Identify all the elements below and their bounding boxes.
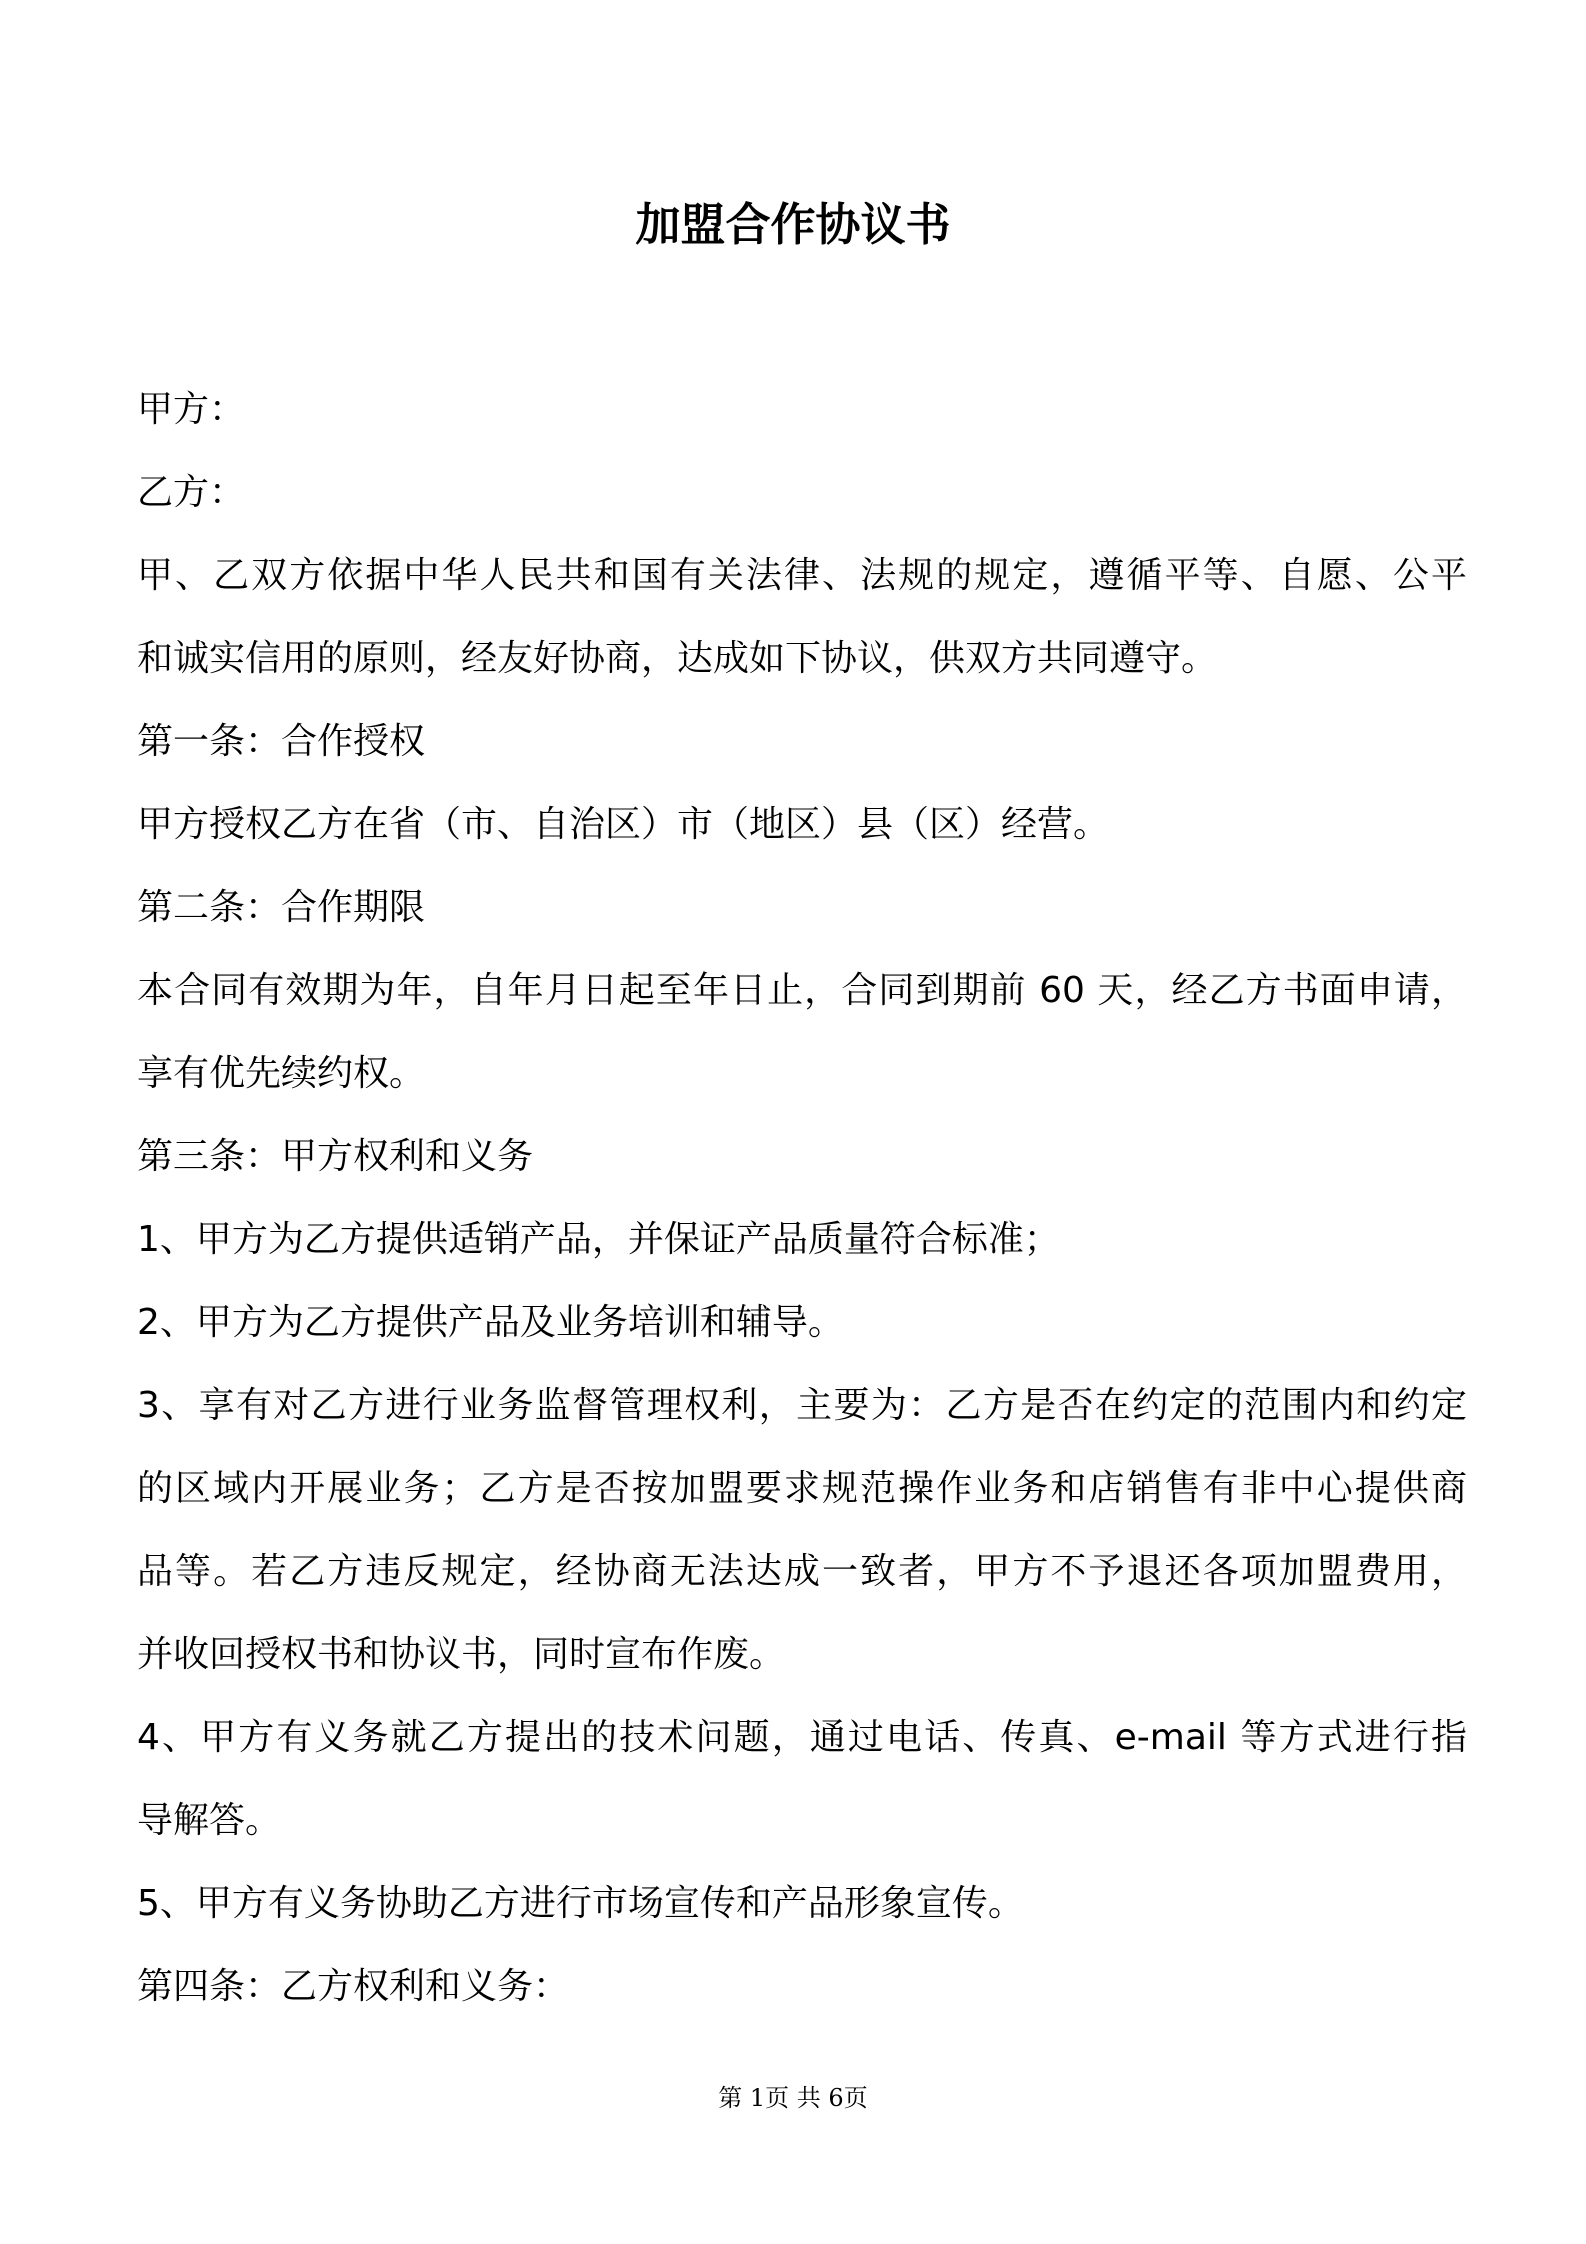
preamble-line-1: 甲、乙双方依据中华人民共和国有关法律、法规的规定，遵循平等、自愿、公平 (137, 555, 1467, 596)
page-number-footer: 第 1页 共 6页 (718, 2084, 868, 2112)
article-1-text: 甲方授权乙方在省（市、自治区）市（地区）县（区）经营。 (137, 804, 1110, 845)
party-b-line: 乙方： (137, 472, 246, 513)
document-body (137, 368, 1467, 2028)
article-3-item-2: 2、甲方为乙方提供产品及业务培训和辅导。 (137, 1302, 844, 1343)
article-3-item-5: 5、甲方有义务协助乙方进行市场宣传和产品形象宣传。 (137, 1883, 1024, 1924)
article-3-item-3-line-2: 的区域内开展业务；乙方是否按加盟要求规范操作业务和店销售有非中心提供商 (137, 1468, 1467, 1509)
party-a-line: 甲方： (137, 389, 246, 430)
article-2-heading: 第二条：合作期限 (137, 887, 426, 928)
article-1-heading: 第一条：合作授权 (137, 721, 426, 762)
document-title: 加盟合作协议书 (635, 198, 951, 251)
article-2-text-line-2: 享有优先续约权。 (137, 1053, 426, 1094)
article-3-item-1: 1、甲方为乙方提供适销产品，并保证产品质量符合标准； (137, 1219, 1060, 1260)
preamble-line-2: 和诚实信用的原则，经友好协商，达成如下协议，供双方共同遵守。 (137, 638, 1218, 679)
article-3-item-3-line-3: 品等。若乙方违反规定，经协商无法达成一致者，甲方不予退还各项加盟费用， (137, 1551, 1467, 1592)
article-4-heading: 第四条：乙方权利和义务： (137, 1966, 570, 2007)
article-3-heading: 第三条：甲方权利和义务 (137, 1136, 534, 1177)
article-3-item-4-line-2: 导解答。 (137, 1800, 282, 1841)
article-3-item-3-line-4: 并收回授权书和协议书，同时宣布作废。 (137, 1634, 786, 1675)
article-3-item-3-line-1: 3、享有对乙方进行业务监督管理权利，主要为：乙方是否在约定的范围内和约定 (137, 1385, 1467, 1426)
article-3-item-4-line-1: 4、甲方有义务就乙方提出的技术问题，通过电话、传真、e-mail 等方式进行指 (137, 1717, 1467, 1758)
article-2-text-line-1: 本合同有效期为年，自年月日起至年日止，合同到期前 60 天，经乙方书面申请， (137, 970, 1467, 1011)
